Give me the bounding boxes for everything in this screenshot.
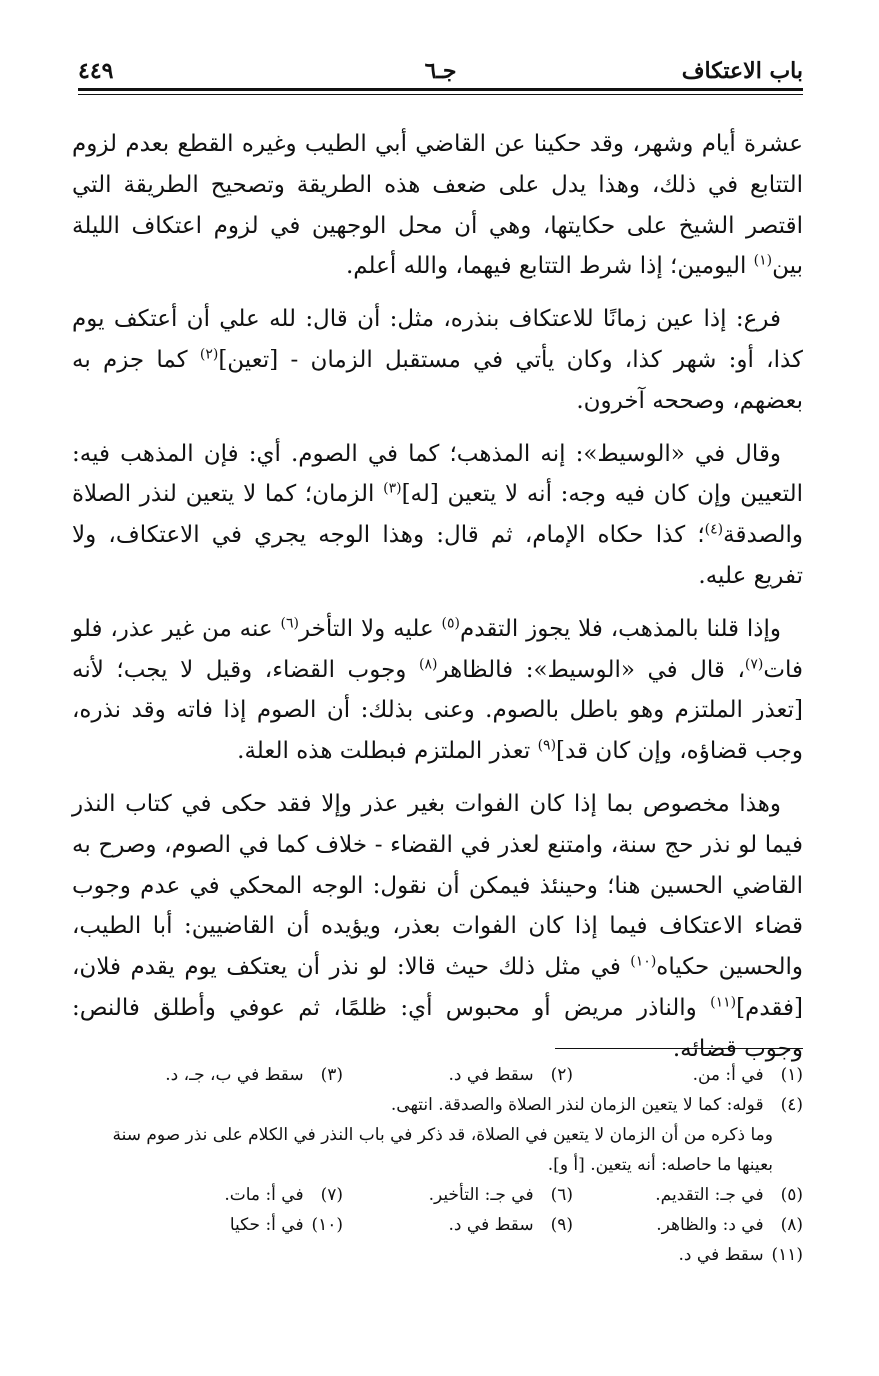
paragraph [72,784,803,1070]
footnote [113,1180,343,1210]
footnote-ref: (٥) [441,615,460,632]
volume-label: جـ٦ [424,58,457,84]
footnote-row [72,1060,803,1090]
footnote-text: سقط في د. [448,1065,534,1085]
footnote-ref: (١) [753,252,773,269]
page-number: ٤٤٩ [78,58,114,84]
footnote-ref: (٤) [704,521,724,538]
footnote-number: (١) [780,1065,803,1085]
text-run: عليه ولا التأخر [298,615,442,642]
header-rule-thin [78,94,803,95]
text-run: وإذا قلنا بالمذهب، فلا يجوز التقدم [460,615,782,642]
footnote-ref: (٩) [537,737,557,754]
footnote-ref: (١٠) [630,953,657,970]
text-run: وقال في «الوسيط»: إنه المذهب؛ كما في الصوم. أي: فإن المذهب فيه: التعيين وإن كان فيه وجه: أنه لا يتعين [له] [72,440,803,508]
footnote [573,1210,803,1240]
footnote [573,1060,803,1090]
footnote-ref: (١١) [710,994,737,1011]
text-run: عشرة أيام وشهر، وقد حكينا عن القاضي أبي الطيب وغيره القطع بعدم لزوم التتابع في ذلك، وهذا يدل على ضعف هذه الطريقة وتصحيح الطريقة التي اقتصر الشيخ على حكايتها، وهي أن محل الوجهين في لزوم اعتكاف الليلة بين [72,131,803,280]
text-run: فرع: إذا عين زمانًا للاعتكاف بنذره، مثل: أن قال: لله علي أن أعتكف يوم كذا، أو: شهر كذا، وكان يأتي في مستقبل الزمان - [تعين] [72,306,803,373]
paragraph [72,124,803,287]
text-run: الزمان؛ كما لا يتعين لنذر الصلاة والصدقة [72,481,803,549]
footnote-text: في أ: من. [692,1065,764,1085]
footnote [343,1060,573,1090]
chapter-title: باب الاعتكاف [681,58,803,84]
footnote-text: في د: والظاهر. [656,1215,764,1235]
footnote-text: في جـ: التأخير. [428,1185,534,1205]
footnote [113,1210,343,1240]
footnote-separator [555,1048,803,1049]
text-run: ؛ كذا حكاه الإمام، ثم قال: وهذا الوجه يجري في الاعتكاف، ولا تفريع عليه. [72,522,803,589]
text-run: في مثل ذلك حيث قالا: لو نذر أن يعتكف يوم يقدم فلان، [فقدم] [72,954,803,1021]
page-header [78,52,803,92]
footnote-number: (٩) [550,1215,573,1235]
footnote-ref: (٨) [418,655,438,672]
footnote-number: (٤) [780,1095,803,1115]
text-run: وجوب القضاء، وقيل لا يجب؛ لأنه [تعذر الملتزم وهو باطل بالصوم. وعنى بذلك: أن الصوم إذا فاته وقد نذره، وجب قضاؤه، وإن كان قد] [72,656,803,765]
footnote-number: (٣) [320,1065,343,1085]
footnote-number: (٧) [320,1185,343,1205]
text-run: والناذر مريض أو محبوس أي: ظلمًا، ثم عوفي وأطلق فالنص: وجوب قضائه. [72,994,803,1062]
footnote-number: (٨) [780,1215,803,1235]
text-run: تعذر الملتزم فبطلت هذه العلة. [237,738,538,765]
header-rule-thick [78,88,803,91]
text-run: عنه من غير عذر، فلو فات [72,615,803,683]
text-run: وهذا مخصوص بما إذا كان الفوات بغير عذر وإلا فقد حكى في كتاب النذر فيما لو نذر حج سنة، وامتنع لعذر في القضاء - خلاف كما في الصوم، وصرح به القاضي الحسين هنا؛ وحينئذ فيمكن أن نقول: الوجه المحكي في عدم وجوب قضاء الاعتكاف فيما إذا كان الفوات بعذر، ويؤيده أن القاضيين: أبا الطيب، والحسين حكياه [72,790,803,981]
footnote-number: (١٠) [311,1215,343,1235]
footnote [343,1210,573,1240]
footnote-text: في جـ: التقديم. [655,1185,764,1205]
footnote-row [72,1180,803,1210]
main-text [72,124,803,1082]
footnote-ref: (٣) [383,480,402,497]
footnote-number: (٢) [550,1065,573,1085]
footnote-ref: (٧) [744,655,764,672]
footnote-text: سقط في د. [678,1245,764,1265]
paragraph [72,609,803,772]
footnote-continuation: وما ذكره من أن الزمان لا يتعين في الصلاة، قد ذكر في باب النذر في الكلام على نذر صوم سنة بعينها ما حاصله: أنه يتعين. [أ و]. [112,1125,773,1175]
footnote [72,1090,803,1120]
text-run: ، قال في «الوسيط»: فالظاهر [437,656,745,683]
text-run: اليومين؛ إذا شرط التتابع فيهما، والله أعلم. [345,253,754,280]
footnotes [72,1060,803,1270]
footnote-number: (١١) [771,1245,803,1265]
footnote-ref: (٢) [199,346,219,363]
footnote-text: سقط في ب، جـ، د. [165,1065,304,1085]
paragraph [72,299,803,421]
footnote-text: في أ: مات. [224,1185,304,1205]
footnote-text: سقط في د. [448,1215,534,1235]
footnote [72,1240,803,1270]
paragraph [72,434,803,597]
footnote [113,1060,343,1090]
footnote-number: (٦) [550,1185,573,1205]
footnote-number: (٥) [780,1185,803,1205]
text-run: كما جزم به بعضهم، وصححه آخرون. [72,346,803,414]
footnote-text: في أ: حكيا [229,1215,304,1235]
footnote [343,1180,573,1210]
footnote-ref: (٦) [280,615,299,632]
footnote-row [72,1210,803,1240]
footnote-text: قوله: كما لا يتعين الزمان لنذر الصلاة والصدقة. انتهى. [390,1095,764,1115]
footnote [573,1180,803,1210]
